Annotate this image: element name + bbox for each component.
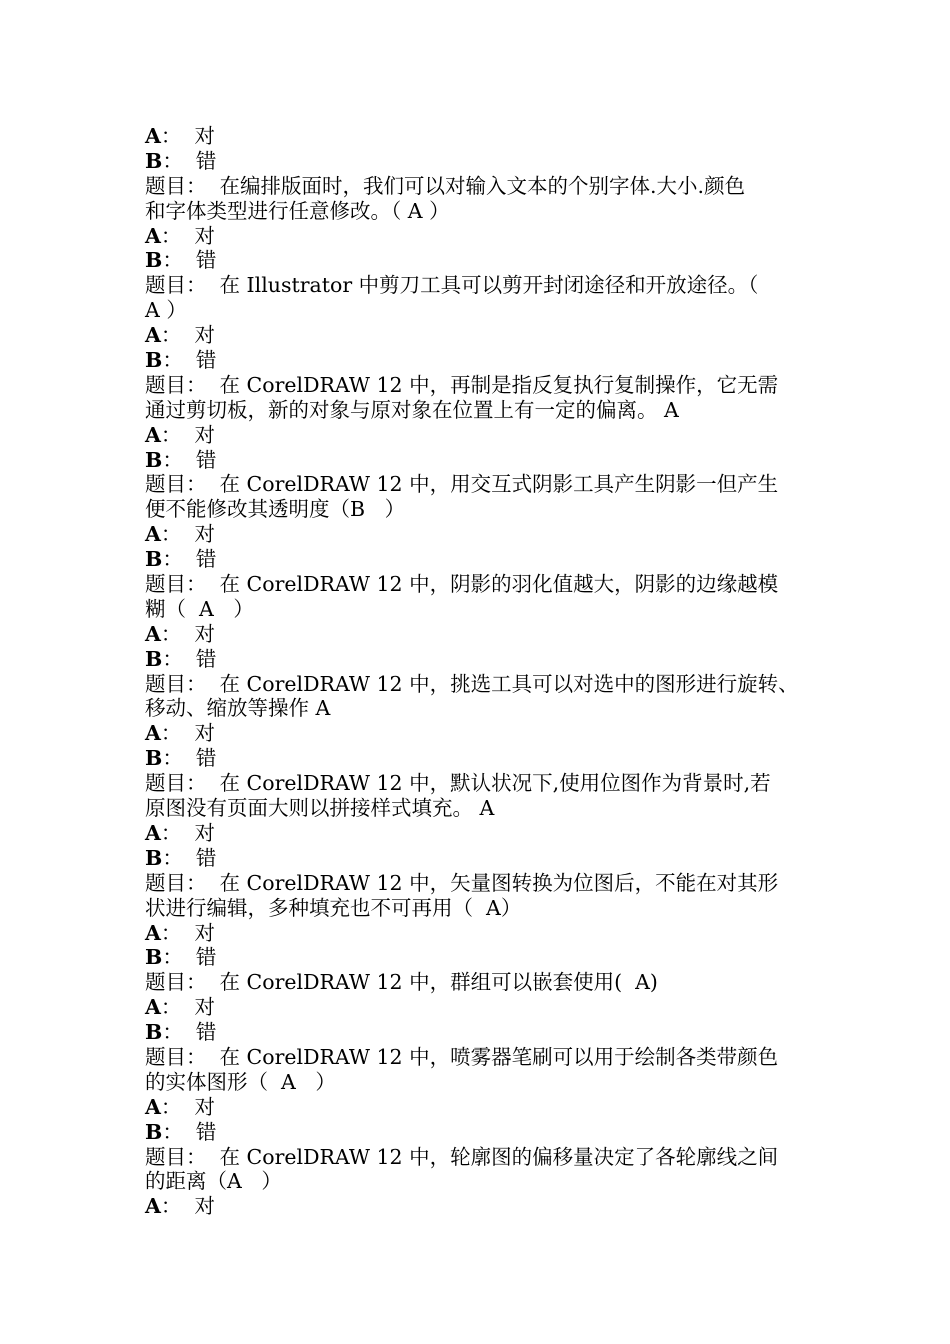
option-text: ： 错 <box>162 746 217 771</box>
question-text-cont: 的实体图形（ A ） <box>145 1069 336 1094</box>
option-b <box>145 248 825 273</box>
document-body <box>145 124 825 1219</box>
question-text: 题目： 在 CorelDRAW 12 中，喷雾器笔刷可以用于绘制各类带颜色 <box>145 1044 779 1069</box>
option-letter: A <box>145 621 161 646</box>
option-text: ： 对 <box>160 124 215 148</box>
option-text: ： 对 <box>160 223 215 248</box>
option-b <box>145 348 825 373</box>
option-letter: A <box>145 223 161 248</box>
question-text-cont: 原图没有页面大则以拼接样式填充。 A <box>145 796 495 821</box>
option-b <box>145 448 825 473</box>
question-text-cont: 通过剪切板，新的对象与原对象在位置上有一定的偏离。 A <box>145 397 679 422</box>
option-text: ： 对 <box>160 920 215 945</box>
question-text-cont: 糊（ A ） <box>145 596 254 621</box>
option-text: ： 错 <box>162 1020 217 1045</box>
option-text: ： 错 <box>162 945 217 970</box>
option-letter: B <box>145 447 163 472</box>
option-b <box>145 1120 825 1145</box>
option-b <box>145 746 825 771</box>
question-text: 题目： 在 Illustrator 中剪刀工具可以剪开封闭途径和开放途径。（ <box>145 273 759 298</box>
option-a <box>145 522 825 547</box>
option-letter: B <box>145 945 163 970</box>
option-a <box>145 124 825 149</box>
option-letter: A <box>145 1094 161 1119</box>
option-letter: B <box>145 646 163 671</box>
option-b <box>145 1020 825 1045</box>
option-b <box>145 547 825 572</box>
option-letter: B <box>145 547 163 572</box>
option-letter: B <box>145 746 163 771</box>
option-a <box>145 995 825 1020</box>
question-text: 题目： 在 CorelDRAW 12 中，再制是指反复执行复制操作，它无需 <box>145 372 779 397</box>
option-a <box>145 323 825 348</box>
option-a <box>145 721 825 746</box>
question-text-cont: 状进行编辑，多种填充也不可再用（ A） <box>145 895 522 920</box>
option-b <box>145 945 825 970</box>
question-text-cont: 移动、缩放等操作 A <box>145 696 331 721</box>
option-text: ： 错 <box>162 845 217 870</box>
option-b <box>145 149 825 174</box>
question-text: 题目： 在编排版面时，我们可以对输入文本的个别字体.大小.颜色 <box>145 173 746 198</box>
question-text-cont: 便不能修改其透明度（B ） <box>145 497 406 522</box>
option-letter: A <box>145 920 161 945</box>
option-text: ： 对 <box>160 422 215 447</box>
question-text: 题目： 在 CorelDRAW 12 中，阴影的羽化值越大，阴影的边缘越模 <box>145 572 779 597</box>
question-text-cont: A ） <box>145 298 187 323</box>
option-a <box>145 1194 825 1219</box>
option-text: ： 对 <box>160 522 215 547</box>
question-text: 题目： 在 CorelDRAW 12 中，挑选工具可以对选中的图形进行旋转、 <box>145 671 799 696</box>
question-text: 题目： 在 CorelDRAW 12 中，矢量图转换为位图后，不能在对其形 <box>145 870 779 895</box>
option-a <box>145 622 825 647</box>
option-a <box>145 821 825 846</box>
option-letter: A <box>145 721 161 746</box>
question-text-cont: 的距离（A ） <box>145 1169 282 1194</box>
option-letter: A <box>145 124 161 148</box>
option-text: ： 对 <box>160 323 215 348</box>
question-text-cont: 和字体类型进行任意修改。（ A ） <box>145 198 450 223</box>
option-letter: A <box>145 323 161 348</box>
option-letter: A <box>145 422 161 447</box>
option-letter: B <box>145 348 163 373</box>
question-text: 题目： 在 CorelDRAW 12 中，默认状况下,使用位图作为背景时,若 <box>145 771 771 796</box>
option-text: ： 错 <box>162 1119 217 1144</box>
option-letter: B <box>145 1020 163 1045</box>
option-text: ： 对 <box>160 995 215 1020</box>
option-text: ： 错 <box>162 148 217 173</box>
option-text: ： 对 <box>160 1094 215 1119</box>
question-text: 题目： 在 CorelDRAW 12 中，群组可以嵌套使用( A) <box>145 970 658 995</box>
option-text: ： 对 <box>160 621 215 646</box>
option-text: ： 对 <box>160 1194 215 1219</box>
option-text: ： 错 <box>162 348 217 373</box>
option-text: ： 错 <box>162 547 217 572</box>
question-text: 题目： 在 CorelDRAW 12 中，用交互式阴影工具产生阴影一但产生 <box>145 472 779 497</box>
option-text: ： 对 <box>160 721 215 746</box>
option-b <box>145 846 825 871</box>
option-text: ： 错 <box>162 646 217 671</box>
option-b <box>145 647 825 672</box>
option-text: ： 错 <box>162 248 217 273</box>
option-letter: A <box>145 1194 161 1219</box>
option-a <box>145 423 825 448</box>
question-text: 题目： 在 CorelDRAW 12 中，轮廓图的偏移量决定了各轮廓线之间 <box>145 1144 779 1169</box>
option-letter: A <box>145 995 161 1020</box>
option-letter: A <box>145 820 161 845</box>
option-letter: B <box>145 148 163 173</box>
option-a <box>145 224 825 249</box>
option-letter: B <box>145 845 163 870</box>
option-a <box>145 1095 825 1120</box>
option-text: ： 对 <box>160 820 215 845</box>
option-letter: B <box>145 1119 163 1144</box>
option-text: ： 错 <box>162 447 217 472</box>
option-letter: B <box>145 248 163 273</box>
option-a <box>145 921 825 946</box>
option-letter: A <box>145 522 161 547</box>
